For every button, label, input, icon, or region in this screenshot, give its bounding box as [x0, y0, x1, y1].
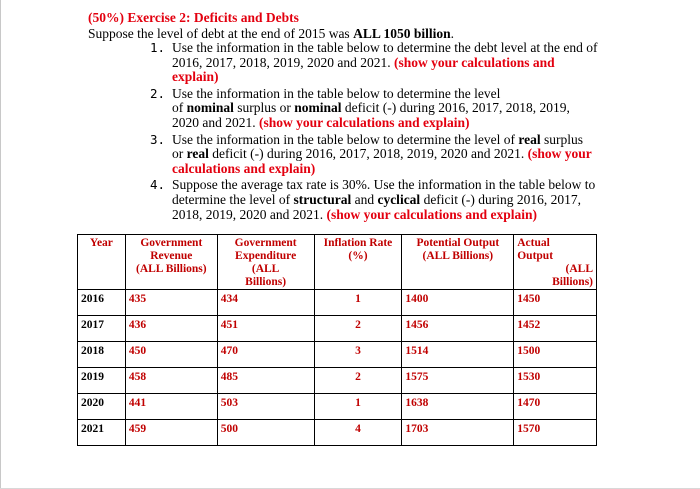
table-row [78, 420, 597, 446]
cell-year: 2017 [78, 316, 126, 342]
intro-post: . [450, 26, 454, 41]
table-row [78, 368, 597, 394]
cell-expenditure: 500 [217, 420, 314, 446]
task-line: Use the information in the table below to determine the level [172, 85, 501, 101]
cell-potential-output: 1575 [402, 368, 514, 394]
task-text: or [172, 146, 187, 162]
task-keyword: structural [293, 191, 352, 207]
task-keyword: cyclical [377, 191, 421, 207]
cell-revenue: 441 [125, 394, 217, 420]
task-number: 2. [150, 85, 166, 101]
task-keyword: real [518, 131, 541, 147]
cell-revenue: 459 [125, 420, 217, 446]
cell-expenditure: 503 [217, 394, 314, 420]
task-line [172, 101, 620, 116]
cell-expenditure: 485 [217, 368, 314, 394]
task-line [172, 133, 620, 148]
task-line [172, 56, 620, 71]
task-item-2 [150, 87, 620, 131]
fiscal-data-table [77, 234, 597, 446]
header-potential-output: Potential Output (ALL Billions) [402, 235, 514, 290]
task-number: 4. [150, 177, 166, 193]
task-text: surplus [540, 131, 584, 147]
task-line: Suppose the average tax rate is 30%. Use the information in the table below to [172, 177, 596, 193]
cell-revenue: 436 [125, 316, 217, 342]
task-text: 2018, 2019, 2020 and 2021. [172, 206, 327, 222]
task-list [150, 41, 620, 224]
task-instruction: (show your calculations and explain) [326, 206, 538, 222]
task-line: Use the information in the table below to determine the debt level at the end of [172, 40, 598, 55]
table-header-row [78, 235, 597, 290]
task-text: deficit (-) during 2016, 2017, 2018, 2019, [341, 100, 570, 116]
exercise-heading: (50%) Exercise 2: Deficits and Debts [88, 10, 299, 25]
cell-actual-output: 1450 [514, 290, 597, 316]
intro-pre: Suppose the level of debt at the end of 2015 was [88, 26, 354, 41]
cell-actual-output: 1570 [514, 420, 597, 446]
task-instruction: calculations and explain) [172, 160, 316, 176]
cell-inflation: 1 [314, 290, 402, 316]
task-instruction: (show your calculations and explain) [259, 114, 470, 130]
task-text: surplus or [233, 100, 295, 116]
task-line [172, 147, 620, 162]
cell-revenue: 458 [125, 368, 217, 394]
cell-potential-output: 1514 [402, 342, 514, 368]
cell-revenue: 450 [125, 342, 217, 368]
cell-potential-output: 1703 [402, 420, 514, 446]
cell-inflation: 3 [314, 342, 402, 368]
task-keyword: nominal [294, 100, 342, 116]
task-number: 3. [150, 131, 166, 147]
task-keyword: nominal [186, 100, 234, 116]
intro-debt-amount: ALL 1050 billion [353, 26, 451, 41]
header-inflation-rate: Inflation Rate (%) [314, 235, 402, 290]
table-row [78, 290, 597, 316]
cell-actual-output: 1452 [514, 316, 597, 342]
cell-actual-output: 1470 [514, 394, 597, 420]
cell-expenditure: 451 [217, 316, 314, 342]
task-text: deficit (-) during 2016, 2017, 2018, 2019, 2020 and 2021. [208, 146, 528, 162]
cell-year: 2018 [78, 342, 126, 368]
cell-year: 2020 [78, 394, 126, 420]
cell-inflation: 2 [314, 316, 402, 342]
cell-potential-output: 1638 [402, 394, 514, 420]
task-text: 2020 and 2021. [172, 114, 259, 130]
page-edge-left [0, 0, 1, 489]
task-instruction: (show your [527, 146, 592, 162]
task-text: determine the level of [172, 191, 294, 207]
header-government-expenditure: Government Expenditure (ALL Billions) [217, 235, 314, 290]
cell-year: 2019 [78, 368, 126, 394]
task-item-3 [150, 133, 620, 177]
task-line [172, 116, 620, 131]
cell-revenue: 435 [125, 290, 217, 316]
cell-actual-output: 1500 [514, 342, 597, 368]
cell-potential-output: 1456 [402, 316, 514, 342]
cell-inflation: 2 [314, 368, 402, 394]
cell-year: 2021 [78, 420, 126, 446]
cell-expenditure: 470 [217, 342, 314, 368]
task-line [172, 193, 620, 208]
task-line [172, 208, 620, 223]
task-keyword: real [186, 146, 209, 162]
header-year: Year [78, 235, 126, 290]
cell-year: 2016 [78, 290, 126, 316]
table-row [78, 316, 597, 342]
task-text: deficit (-) during 2016, 2017, [420, 191, 582, 207]
task-instruction: (show your calculations and [394, 54, 555, 70]
cell-expenditure: 434 [217, 290, 314, 316]
task-number: 1. [150, 40, 166, 55]
cell-inflation: 1 [314, 394, 402, 420]
task-text: Use the information in the table below to determine the level of [172, 131, 519, 147]
header-government-revenue: Government Revenue (ALL Billions) [125, 235, 217, 290]
cell-potential-output: 1400 [402, 290, 514, 316]
cell-inflation: 4 [314, 420, 402, 446]
task-text: of [172, 100, 187, 116]
task-item-1 [150, 41, 620, 85]
cell-actual-output: 1530 [514, 368, 597, 394]
table-row [78, 394, 597, 420]
header-actual-output: Actual Output (ALL Billions) [514, 235, 597, 290]
task-text: and [351, 191, 378, 207]
table-row [78, 342, 597, 368]
task-instruction: explain) [172, 69, 219, 85]
task-text: 2016, 2017, 2018, 2019, 2020 and 2021. [172, 54, 394, 70]
task-item-4 [150, 178, 620, 222]
